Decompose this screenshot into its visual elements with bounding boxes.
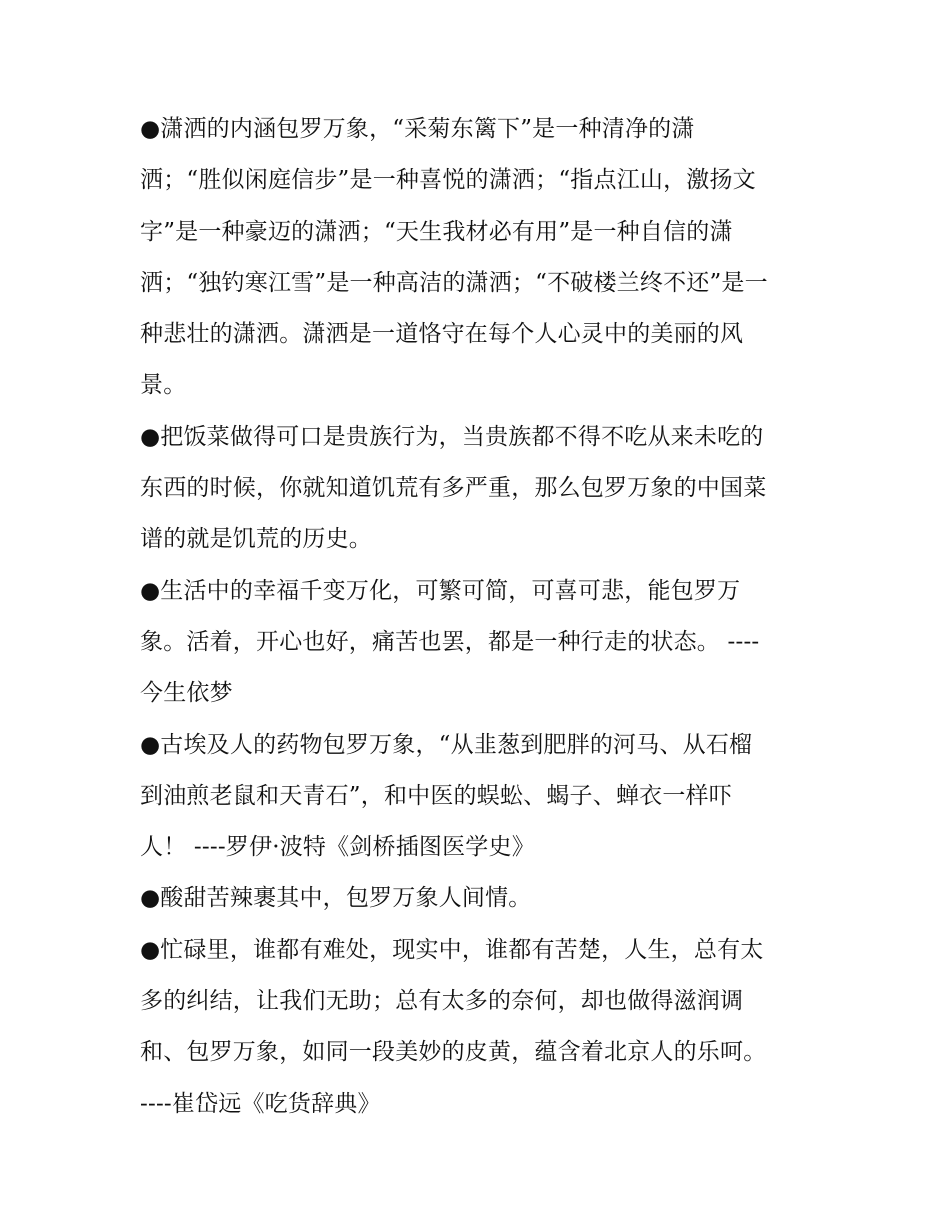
text-line: 到油煎老鼠和天青石”，和中医的蜈蚣、蝎子、蝉衣一样吓 [140,782,732,809]
text-line: 洒；“独钓寒江雪”是一种高洁的潇洒；“不破楼兰终不还”是一 [140,269,768,296]
text-line: 今生依梦 [140,680,233,707]
text-line: ----崔岱远《吃货辞典》 [140,1090,381,1117]
text-line: 景。 [140,372,187,399]
text-line: 人！ ----罗伊·波特《剑桥插图医学史》 [140,834,535,861]
text-line: ●古埃及人的药物包罗万象，“从韭葱到肥胖的河马、从石榴 [140,731,753,758]
text-line: 多的纠结，让我们无助；总有太多的奈何，却也做得滋润调 [140,988,744,1015]
text-line: 字”是一种豪迈的潇洒；“天生我材必有用”是一种自信的潇 [140,218,733,245]
text-line: 种悲壮的潇洒。潇洒是一道恪守在每个人心灵中的美丽的风 [140,321,744,348]
text-line: 和、包罗万象，如同一段美妙的皮黄，蕴含着北京人的乐呵。 [140,1039,767,1066]
text-line: ●酸甜苦辣裹其中，包罗万象人间情。 [140,885,532,912]
text-line: 谱的就是饥荒的历史。 [140,526,372,553]
text-line: ●把饭菜做得可口是贵族行为，当贵族都不得不吃从来未吃的 [140,423,764,450]
text-line: 象。活着，开心也好，痛苦也罢，都是一种行走的状态。 ---- [140,628,760,655]
text-line: ●潇洒的内涵包罗万象，“采菊东篱下”是一种清净的潇 [140,116,695,142]
text-line: ●忙碌里，谁都有难处，现实中，谁都有苦楚，人生，总有太 [140,936,764,963]
document-body [140,104,815,1130]
text-line: 东西的时候，你就知道饥荒有多严重，那么包罗万象的中国菜 [140,475,767,502]
text-line: ●生活中的幸福千变万化，可繁可简，可喜可悲，能包罗万 [140,577,741,604]
text-line: 洒；“胜似闲庭信步”是一种喜悦的潇洒；“指点江山，激扬文 [140,167,756,194]
